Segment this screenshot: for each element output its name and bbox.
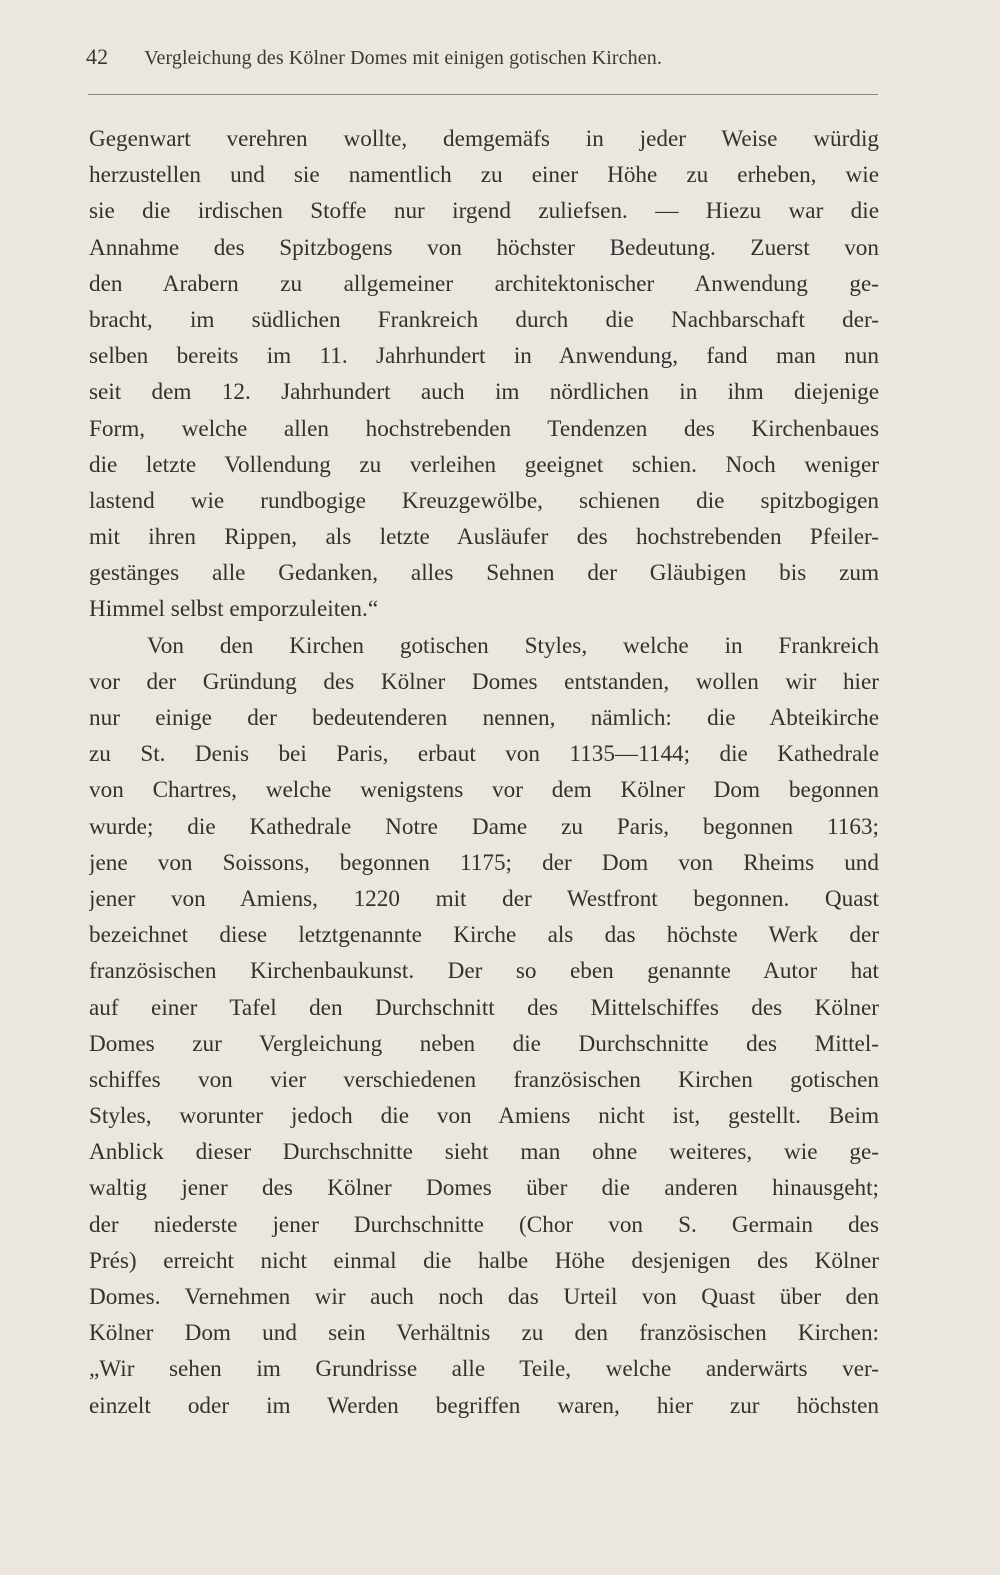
text-line: wurde; die Kathedrale Notre Dame zu Paris, begonnen 1163; (89, 813, 879, 840)
text-line: Domes. Vernehmen wir auch noch das Urteil von Quast über den (89, 1284, 879, 1310)
text-line: der niederste jener Durchschnitte (Chor von S. Germain des (89, 1211, 879, 1238)
text-line: bezeichnet diese letztgenannte Kirche als das höchste Werk der (89, 922, 879, 949)
text-line: selben bereits im 11. Jahrhundert in Anwendung, fand man nun (89, 343, 879, 370)
text-line: schiffes von vier verschiedenen französischen Kirchen gotischen (89, 1066, 879, 1093)
text-line: Domes zur Vergleichung neben die Durchschnitte des Mittel- (89, 1030, 879, 1057)
text-line: mit ihren Rippen, als letzte Ausläufer des hochstrebenden Pfeiler- (89, 524, 879, 551)
text-line: herzustellen und sie namentlich zu einer Höhe zu erheben, wie (89, 162, 879, 189)
text-line: Gegenwart verehren wollte, demgemäfs in jeder Weise würdig (89, 126, 879, 152)
header-rule (88, 94, 878, 95)
page-number: 42 (86, 44, 109, 69)
text-line: jene von Soissons, begonnen 1175; der Dom von Rheims und (89, 849, 879, 876)
running-title: Vergleichung des Kölner Domes mit einigen gotischen Kirchen. (144, 47, 662, 69)
text-line: Prés) erreicht nicht einmal die halbe Höhe desjenigen des Kölner (89, 1247, 879, 1274)
text-line: einzelt oder im Werden begriffen waren, hier zur höchsten (89, 1392, 879, 1419)
text-line: Annahme des Spitzbogens von höchster Bedeutung. Zuerst von (89, 234, 879, 261)
text-line: Styles, worunter jedoch die von Amiens nicht ist, gestellt. Beim (89, 1103, 879, 1130)
text-line: Form, welche allen hochstrebenden Tendenzen des Kirchenbaues (89, 415, 879, 442)
text-line: jener von Amiens, 1220 mit der Westfront begonnen. Quast (89, 885, 879, 912)
text-line: französischen Kirchenbaukunst. Der so eben genannte Autor hat (89, 958, 879, 985)
text-line: Anblick dieser Durchschnitte sieht man ohne weiteres, wie ge- (89, 1139, 879, 1166)
text-line: nur einige der bedeutenderen nennen, nämlich: die Abteikirche (89, 705, 879, 731)
text-line: lastend wie rundbogige Kreuzgewölbe, schienen die spitzbogigen (89, 487, 879, 514)
text-line: gestänges alle Gedanken, alles Sehnen der Gläubigen bis zum (89, 560, 879, 587)
running-header (86, 44, 878, 76)
text-line: Himmel selbst emporzuleiten.“ (89, 596, 379, 623)
text-line: den Arabern zu allgemeiner architektonischer Anwendung ge- (89, 270, 879, 297)
body-text (89, 121, 879, 1424)
text-line: Von den Kirchen gotischen Styles, welche in Frankreich (147, 632, 879, 659)
text-line: zu St. Denis bei Paris, erbaut von 1135—1144; die Kathedrale (89, 741, 879, 768)
text-line: „Wir sehen im Grundrisse alle Teile, welche anderwärts ver- (89, 1356, 879, 1383)
text-line: Kölner Dom und sein Verhältnis zu den französischen Kirchen: (89, 1320, 879, 1347)
text-line: auf einer Tafel den Durchschnitt des Mittelschiffes des Kölner (89, 994, 879, 1021)
text-line: waltig jener des Kölner Domes über die anderen hinausgeht; (89, 1175, 879, 1202)
text-line: sie die irdischen Stoffe nur irgend zuliefsen. — Hiezu war die (89, 198, 879, 225)
text-line: vor der Gründung des Kölner Domes entstanden, wollen wir hier (89, 668, 879, 695)
text-line: seit dem 12. Jahrhundert auch im nördlichen in ihm diejenige (89, 379, 879, 406)
text-line: die letzte Vollendung zu verleihen geeignet schien. Noch weniger (89, 451, 879, 478)
text-line: von Chartres, welche wenigstens vor dem Kölner Dom begonnen (89, 777, 879, 804)
text-line: bracht, im südlichen Frankreich durch die Nachbarschaft der- (89, 306, 879, 333)
